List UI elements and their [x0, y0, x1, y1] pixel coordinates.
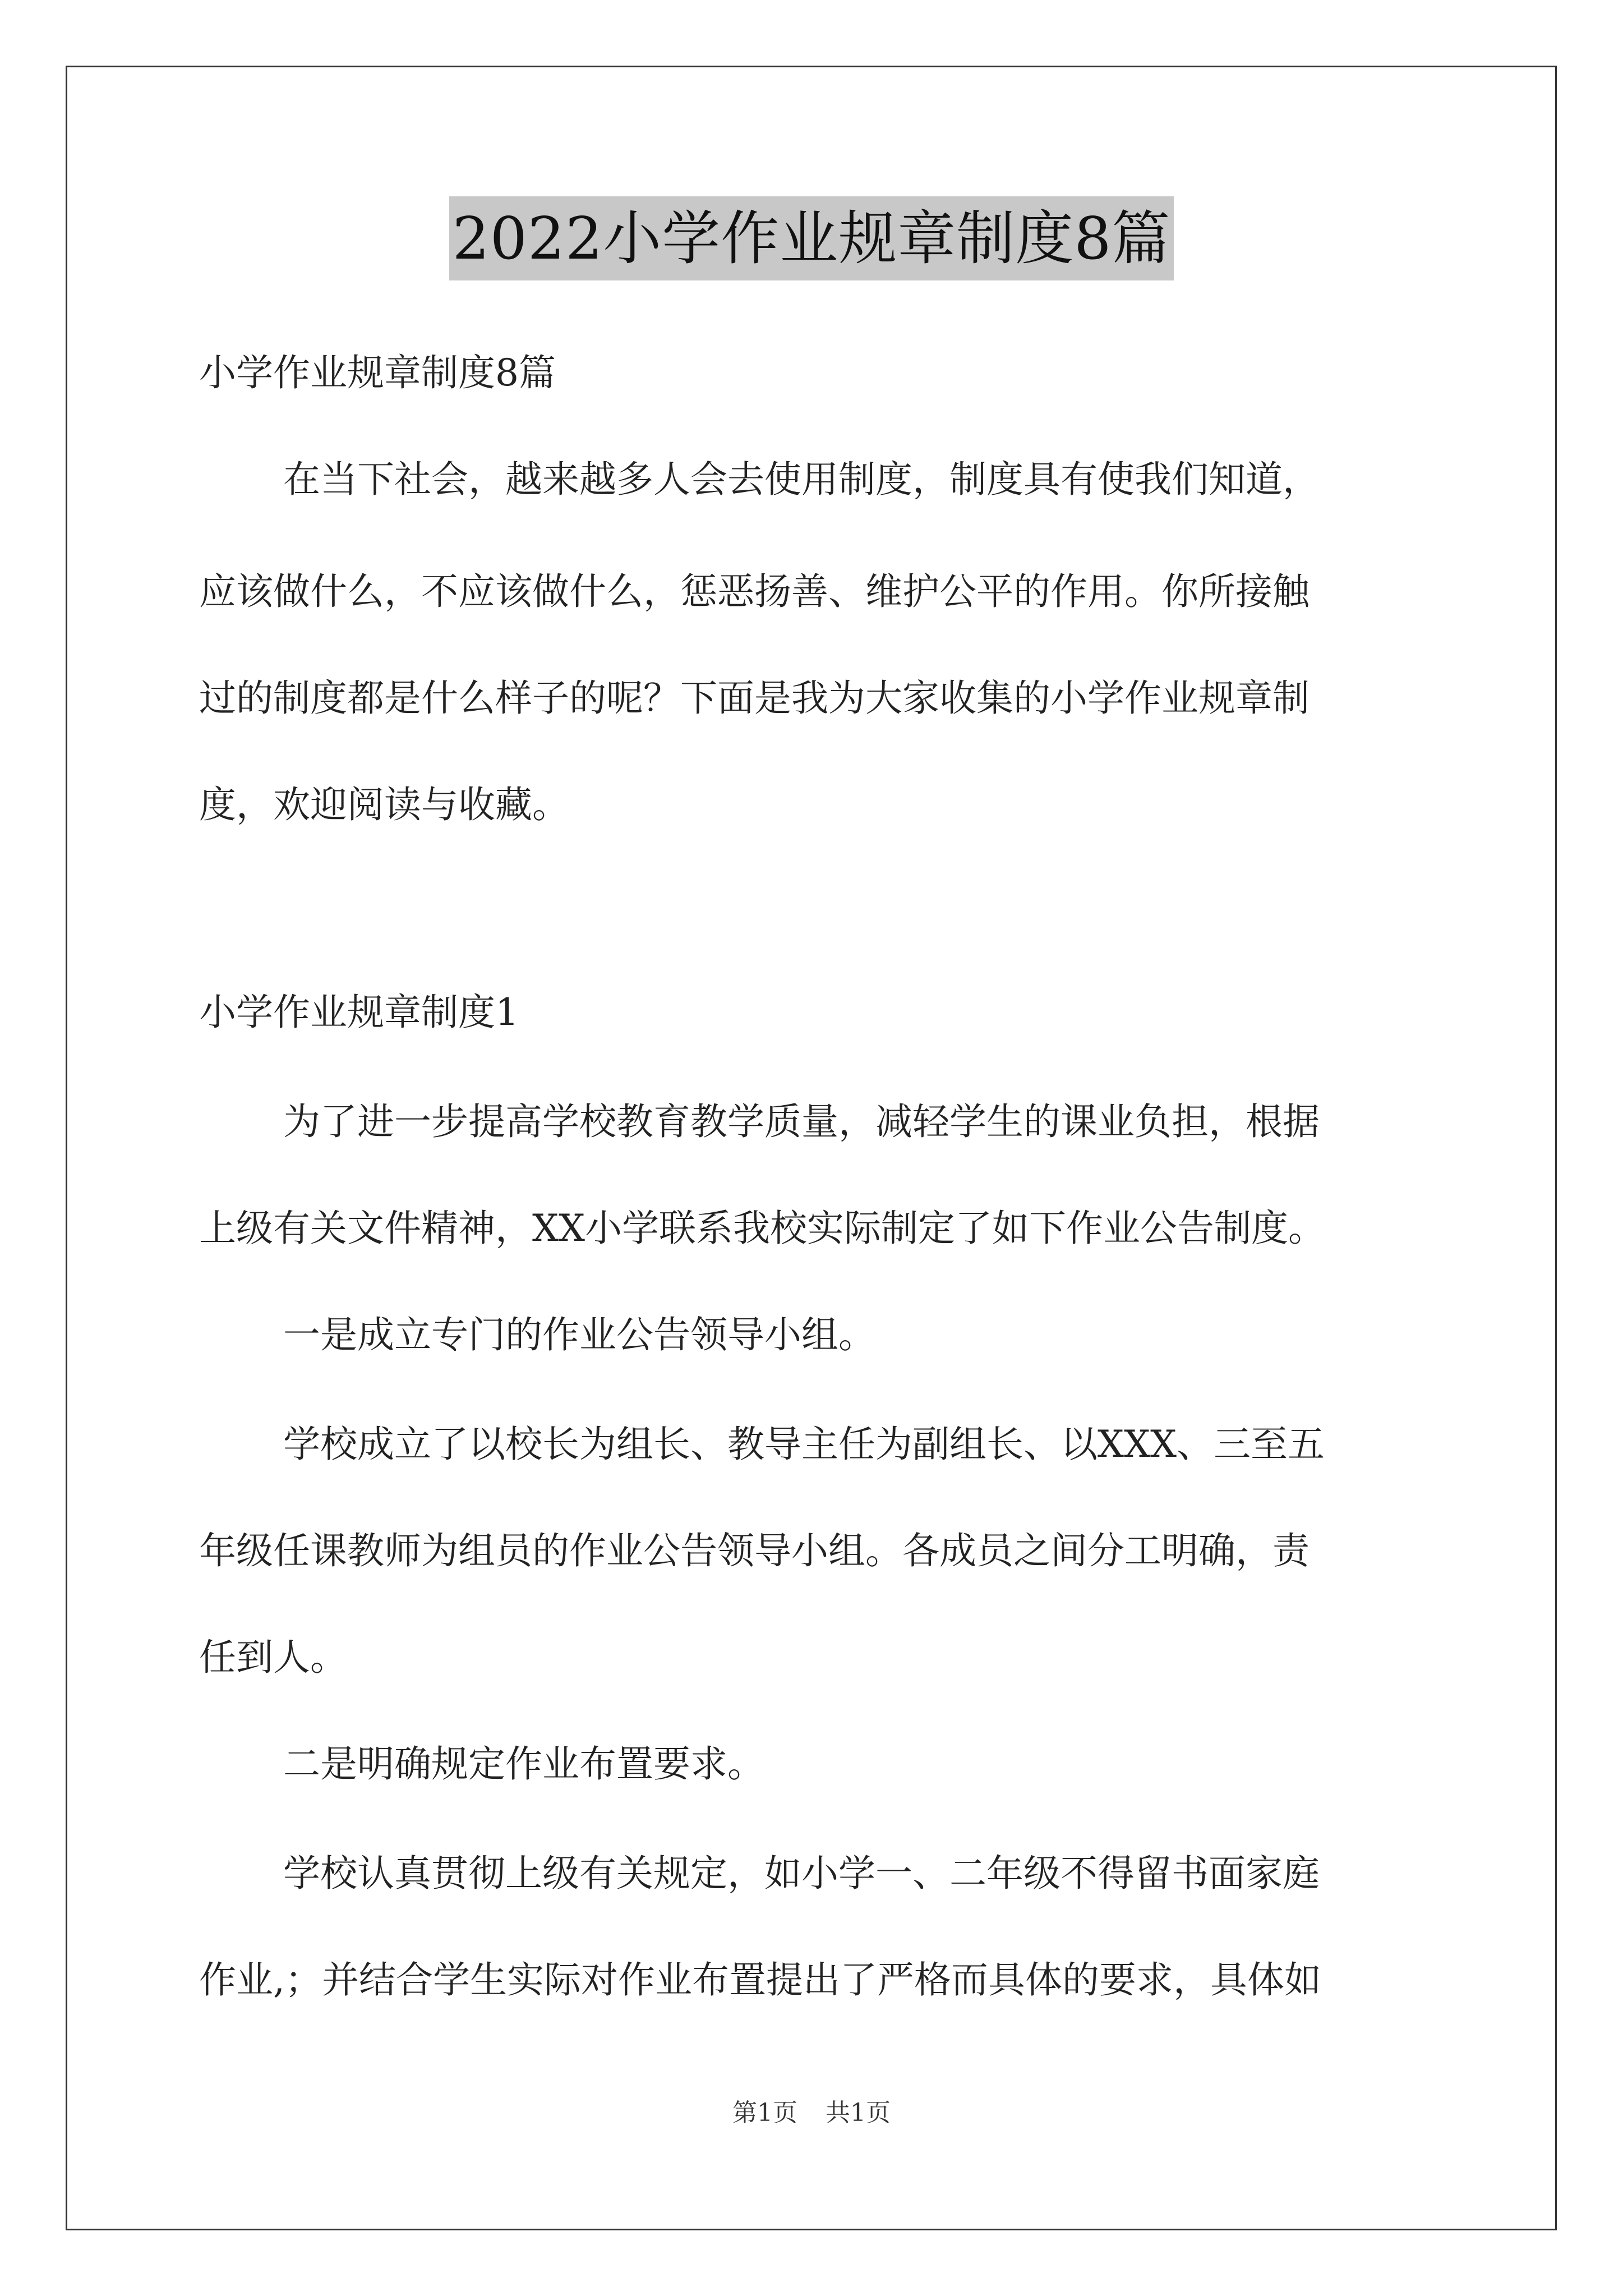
- document-subtitle: 小学作业规章制度8篇: [199, 351, 556, 394]
- text-line: 过的制度都是什么样子的呢？下面是我为大家收集的小学作业规章制: [199, 677, 1310, 720]
- text-line: 应该做什么，不应该做什么，惩恶扬善、维护公平的作用。你所接触: [199, 570, 1310, 613]
- text-line: 二是明确规定作业布置要求。: [283, 1742, 764, 1786]
- document-title: 2022小学作业规章制度8篇: [449, 196, 1174, 280]
- text-line: 度，欢迎阅读与收藏。: [199, 783, 569, 826]
- page-number: 第1页: [732, 2099, 797, 2127]
- text-line: 上级有关文件精神，XX小学联系我校实际制定了如下作业公告制度。: [199, 1207, 1325, 1250]
- text-line: 学校成立了以校长为组长、教导主任为副组长、以XXX、三至五: [283, 1423, 1325, 1466]
- text-line: 年级任课教师为组员的作业公告领导小组。各成员之间分工明确，责: [199, 1529, 1310, 1572]
- section-heading: 小学作业规章制度1: [199, 991, 519, 1034]
- text-line: 一是成立专门的作业公告领导小组。: [283, 1313, 875, 1356]
- title-container: [0, 196, 1623, 280]
- text-line: 在当下社会，越来越多人会去使用制度，制度具有使我们知道，: [283, 458, 1320, 501]
- text-line: 任到人。: [199, 1636, 347, 1679]
- text-line: 学校认真贯彻上级有关规定，如小学一、二年级不得留书面家庭: [283, 1852, 1320, 1895]
- text-line: 为了进一步提高学校教育教学质量，减轻学生的课业负担，根据: [283, 1100, 1320, 1143]
- text-line: 作业,；并结合学生实际对作业布置提出了严格而具体的要求，具体如: [199, 1958, 1321, 2001]
- page-total: 共1页: [826, 2099, 891, 2127]
- page-footer: [0, 2092, 1623, 2128]
